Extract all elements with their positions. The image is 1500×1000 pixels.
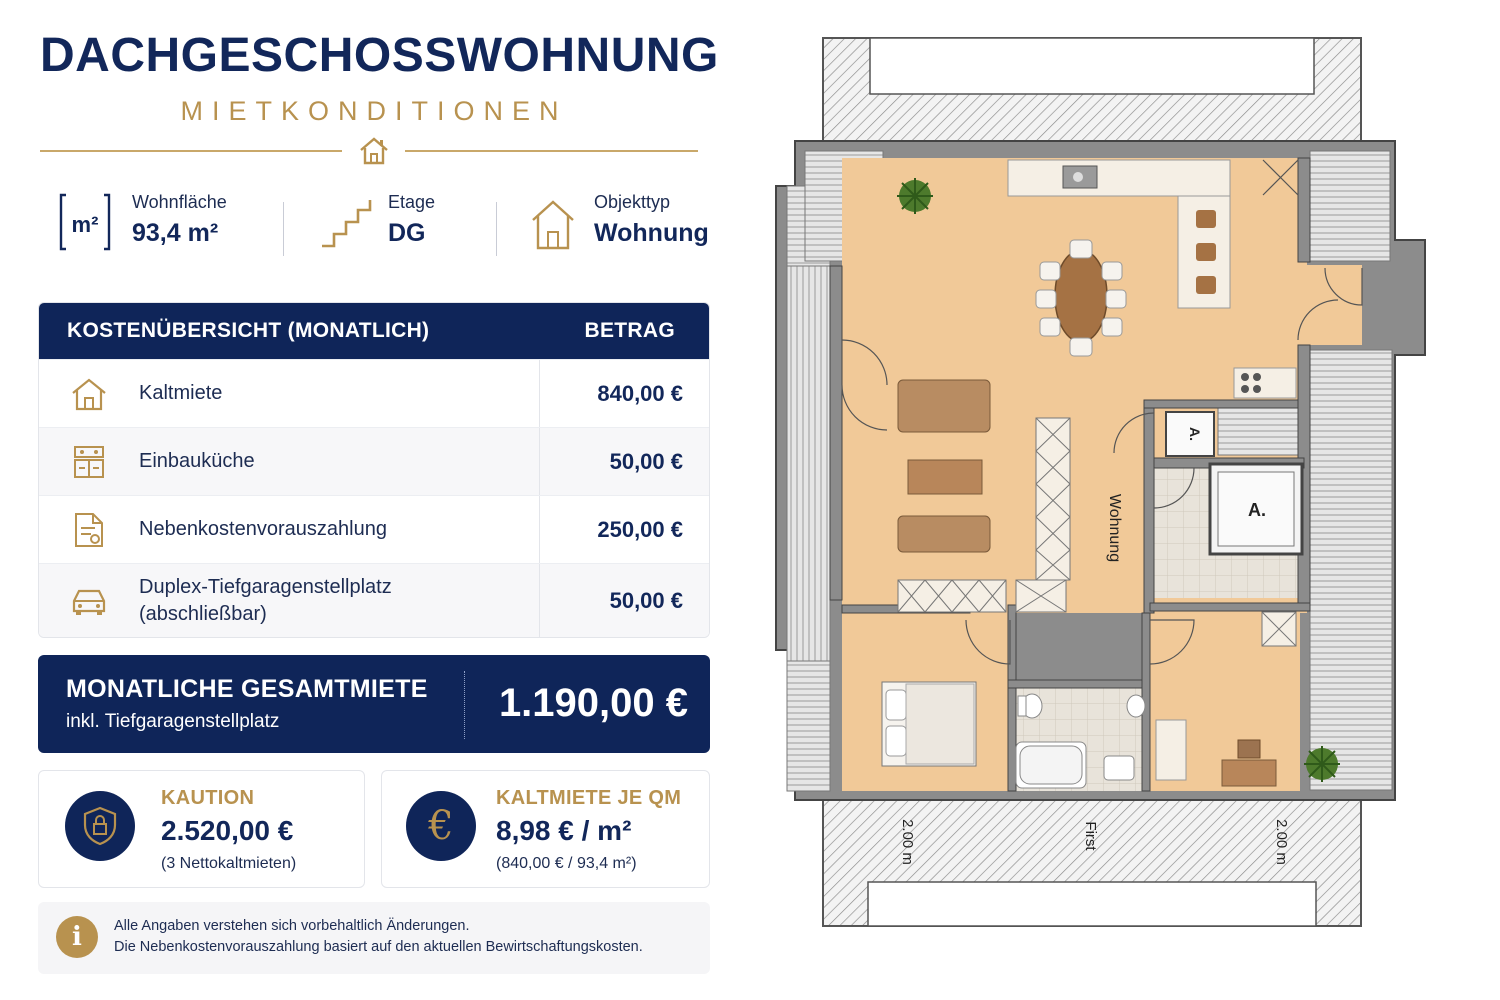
total-amount: 1.190,00 €: [498, 681, 688, 725]
house-icon: [530, 192, 576, 262]
plant-icon: [1304, 746, 1340, 782]
info-icon: i: [56, 916, 98, 958]
total-separator: [464, 671, 465, 739]
cost-label: Nebenkostenvorauszahlung: [139, 518, 387, 540]
roof-slope-top-right: [1310, 151, 1390, 261]
cost-amount: 250,00 €: [539, 496, 709, 563]
deposit-card: [38, 770, 365, 888]
cost-label-line1: Duplex-Tiefgaragenstellplatz: [139, 576, 392, 598]
table-row: [39, 495, 709, 563]
page-subtitle: MIETKONDITIONEN: [180, 96, 568, 126]
info-line-1: Alle Angaben verstehen sich vorbehaltlich Änderungen.: [114, 918, 470, 934]
cost-table: [38, 302, 710, 638]
total-label: MONATLICHE GESAMTMIETE: [66, 675, 428, 703]
total-sublabel: inkl. Tiefgaragenstellplatz: [66, 711, 280, 732]
deposit-value: 2.520,00 €: [161, 815, 294, 846]
cost-amount: 50,00 €: [539, 428, 709, 495]
fact-living-area: [132, 192, 227, 262]
roof-slope-left: [787, 266, 830, 661]
table-row: [39, 427, 709, 495]
cost-amount: 840,00 €: [539, 360, 709, 427]
fact-label: Etage: [388, 192, 436, 212]
roof-slope-left-bottom: [787, 661, 830, 791]
stairs-icon: [318, 192, 376, 262]
cost-label: [139, 574, 539, 628]
roof-slope-right: [1310, 350, 1392, 790]
house-icon: [358, 136, 390, 166]
deposit-note: (3 Nettokaltmieten): [161, 855, 297, 872]
shield-lock-icon: [81, 805, 119, 847]
key-facts: [40, 192, 708, 262]
dim-left-label: 2.00 m: [899, 819, 916, 865]
elevator-label: A.: [1248, 500, 1266, 520]
floor-plan: [770, 34, 1430, 930]
table-row: [39, 359, 709, 427]
dim-center-label: First: [1082, 821, 1099, 851]
m2-icon: [58, 192, 112, 262]
cost-label: Kaltmiete: [139, 382, 223, 404]
cost-header-label: KOSTENÜBERSICHT (MONATLICH): [67, 319, 430, 342]
plant-icon: [897, 178, 933, 214]
roof-top: [823, 38, 1361, 141]
shaft-small: [1166, 412, 1214, 456]
fact-object-type: [594, 192, 709, 262]
deposit-label: KAUTION: [161, 787, 255, 809]
cost-header-amount: BETRAG: [584, 319, 675, 342]
divider-right: [405, 150, 698, 152]
divider-left: [40, 150, 342, 152]
elevator: [1210, 464, 1302, 554]
dim-right-label: 2.00 m: [1273, 819, 1290, 865]
page-title: DACHGESCHOSSWOHNUNG: [40, 29, 719, 82]
room-label: Wohnung: [1106, 493, 1123, 563]
info-line-2: Die Nebenkostenvorauszahlung basiert auf den aktuellen Bewirtschaftungskosten.: [114, 939, 643, 955]
per-sqm-value: 8,98 € / m²: [496, 815, 632, 846]
fact-label: Objekttyp: [594, 192, 671, 212]
cost-label: Einbauküche: [139, 450, 255, 472]
fact-separator: [283, 202, 284, 256]
price-per-sqm-card: [381, 770, 710, 888]
kitchen-icon: [72, 444, 106, 480]
fact-value: Wohnung: [594, 219, 709, 247]
per-sqm-note: (840,00 € / 93,4 m²): [496, 855, 637, 872]
cost-label-line2: (abschließbar): [139, 603, 267, 625]
shaft-label: A.: [1187, 427, 1203, 441]
car-icon: [70, 585, 108, 617]
fact-value: 93,4 m²: [132, 219, 219, 247]
house-icon: [70, 376, 108, 412]
fact-label: Wohnfläche: [132, 192, 227, 212]
info-note: [38, 902, 710, 974]
fact-separator: [496, 202, 497, 256]
total-rent-box: [38, 655, 710, 753]
euro-icon: €: [428, 803, 454, 849]
cost-amount: 50,00 €: [539, 564, 709, 638]
bedroom: [882, 682, 976, 766]
cost-table-header: [39, 303, 709, 359]
table-row: [39, 563, 709, 638]
document-icon: [73, 511, 105, 549]
svg-text:m²: m²: [71, 212, 99, 237]
per-sqm-label: KALTMIETE JE QM: [496, 787, 682, 809]
fact-value: DG: [388, 219, 426, 247]
fact-floor: [388, 192, 435, 262]
